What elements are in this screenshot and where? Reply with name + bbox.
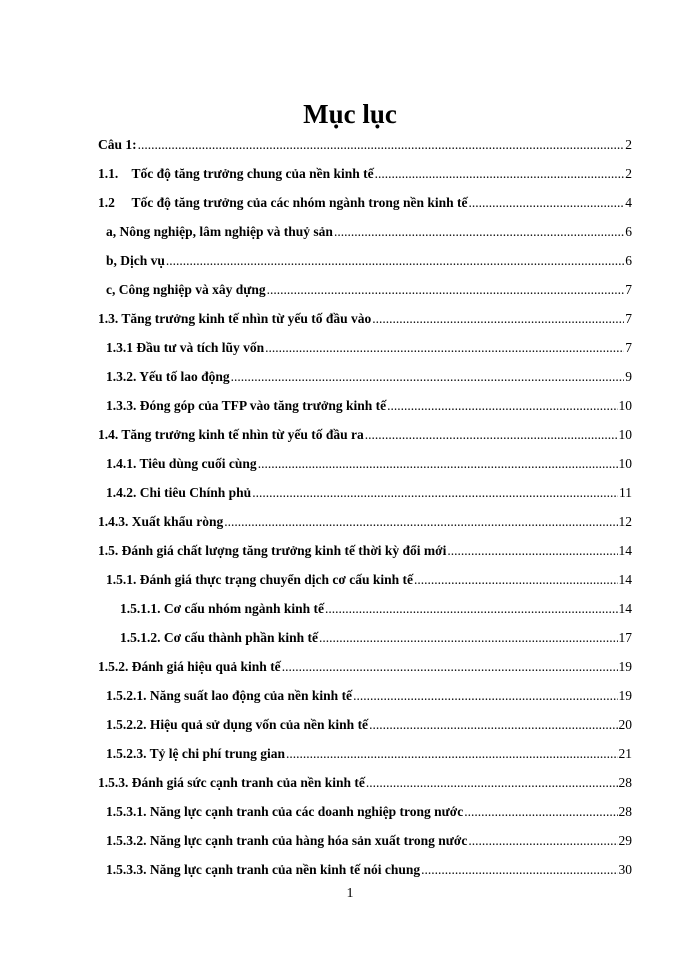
toc-entry-label: 1.5. Đánh giá chất lượng tăng trưởng kinh tế thời kỳ đổi mới: [98, 543, 447, 558]
toc-entry-label: 1.5.2.2. Hiệu quả sử dụng vốn của nền kinh tế: [106, 717, 369, 732]
toc-entry[interactable]: [98, 134, 632, 163]
toc-entry-page: 21: [618, 746, 632, 761]
toc-leader-dots: [325, 598, 617, 620]
toc-leader-dots: [372, 308, 624, 330]
toc-entry[interactable]: [98, 540, 632, 569]
toc-entry-label: 1.4.3. Xuất khẩu ròng: [98, 514, 224, 529]
toc-entry-page: 28: [618, 775, 632, 790]
toc-leader-dots: [468, 830, 617, 852]
toc-entry-page: 11: [619, 485, 632, 500]
toc-entry-page: 14: [618, 572, 632, 587]
toc-entry-label: 1.5.1.1. Cơ cấu nhóm ngành kinh tế: [120, 601, 325, 616]
toc-leader-dots: [375, 163, 625, 185]
toc-leader-dots: [319, 627, 617, 649]
toc-entry[interactable]: [98, 772, 632, 801]
toc-entry[interactable]: [98, 192, 632, 221]
toc-entry-label: 1.3.2. Yếu tố lao động: [106, 369, 230, 384]
toc-leader-dots: [387, 395, 617, 417]
toc-entry-label: 1.4. Tăng trưởng kinh tế nhìn từ yếu tố đầu ra: [98, 427, 364, 442]
toc-entry[interactable]: [98, 801, 632, 830]
toc-entry-label: 1.5.2.3. Tỷ lệ chi phí trung gian: [106, 746, 286, 761]
toc-entry[interactable]: [98, 279, 632, 308]
toc-entry[interactable]: [98, 366, 632, 395]
toc-leader-dots: [282, 656, 618, 678]
toc-entry-page: 20: [618, 717, 632, 732]
toc-entry-label: 1.1. Tốc độ tăng trưởng chung của nền kinh tế: [98, 166, 374, 181]
toc-entry-page: 12: [618, 514, 632, 529]
toc-entry-label: a, Nông nghiệp, lâm nghiệp và thuỷ sản: [106, 224, 333, 239]
toc-entry-page: 2: [625, 166, 632, 181]
toc-entry-page: 7: [625, 340, 632, 355]
toc-leader-dots: [414, 569, 618, 591]
toc-entry[interactable]: [98, 424, 632, 453]
toc-entry-page: 10: [618, 456, 632, 471]
toc-leader-dots: [366, 772, 618, 794]
toc-entry[interactable]: [98, 830, 632, 859]
toc-entry[interactable]: [98, 308, 632, 337]
toc-leader-dots: [334, 221, 624, 243]
toc-entry-page: 9: [625, 369, 632, 384]
toc-entry-label: 1.3. Tăng trưởng kinh tế nhìn từ yếu tố đầu vào: [98, 311, 372, 326]
toc-entry-page: 6: [625, 253, 632, 268]
toc-leader-dots: [267, 279, 625, 301]
toc-entry[interactable]: [98, 569, 632, 598]
toc-entry[interactable]: [98, 656, 632, 685]
toc-entry[interactable]: [98, 714, 632, 743]
toc-entry[interactable]: [98, 598, 632, 627]
toc-entry-label: 1.5.3. Đánh giá sức cạnh tranh của nền kinh tế: [98, 775, 365, 790]
toc-entry-label: 1.3.1 Đầu tư và tích lũy vốn: [106, 340, 265, 355]
toc-leader-dots: [231, 366, 625, 388]
toc-entry-page: 14: [618, 543, 632, 558]
toc-entry-label: 1.2 Tốc độ tăng trưởng của các nhóm ngành trong nền kinh tế: [98, 195, 468, 210]
toc-entry[interactable]: [98, 453, 632, 482]
toc-leader-dots: [365, 424, 618, 446]
toc-entry[interactable]: [98, 511, 632, 540]
toc-entry-label: 1.5.2.1. Năng suất lao động của nền kinh tế: [106, 688, 353, 703]
toc-leader-dots: [353, 685, 617, 707]
toc-leader-dots: [286, 743, 617, 765]
toc-entry-page: 17: [618, 630, 632, 645]
toc-entry-label: 1.5.3.1. Năng lực cạnh tranh của các doanh nghiệp trong nước: [106, 804, 464, 819]
toc-entry-page: 30: [618, 862, 632, 877]
toc-entry-label: 1.3.3. Đóng góp của TFP vào tăng trưởng kinh tế: [106, 398, 387, 413]
page-title: Mục lục: [303, 99, 397, 129]
toc-entry[interactable]: [98, 627, 632, 656]
toc-entry[interactable]: [98, 337, 632, 366]
toc-entry-label: b, Dịch vụ: [106, 253, 165, 268]
toc-entry-page: 14: [618, 601, 632, 616]
toc-leader-dots: [469, 192, 625, 214]
toc-leader-dots: [369, 714, 617, 736]
toc-entry-page: 10: [618, 427, 632, 442]
toc-entry-label: 1.5.1. Đánh giá thực trạng chuyển dịch cơ cấu kinh tế: [106, 572, 413, 587]
toc-leader-dots: [464, 801, 617, 823]
toc-entry-label: 1.5.2. Đánh giá hiệu quả kinh tế: [98, 659, 281, 674]
toc-entry-page: 29: [618, 833, 632, 848]
toc-entry[interactable]: [98, 685, 632, 714]
toc-entry[interactable]: [98, 482, 632, 511]
toc-entry[interactable]: [98, 250, 632, 279]
toc-entry-label: c, Công nghiệp và xây dựng: [106, 282, 266, 297]
toc-leader-dots: [166, 250, 624, 272]
toc-entry-label: 1.5.1.2. Cơ cấu thành phần kinh tế: [120, 630, 319, 645]
toc-entry-label: 1.5.3.2. Năng lực cạnh tranh của hàng hóa sản xuất trong nước: [106, 833, 468, 848]
toc-entry-page: 2: [625, 137, 632, 152]
toc-leader-dots: [421, 859, 617, 881]
toc-entry[interactable]: [98, 859, 632, 888]
toc-entry-page: 10: [618, 398, 632, 413]
toc-entry-page: 19: [618, 659, 632, 674]
table-of-contents: [98, 134, 632, 888]
toc-entry-page: 19: [618, 688, 632, 703]
toc-entry[interactable]: [98, 395, 632, 424]
toc-entry-label: 1.5.3.3. Năng lực cạnh tranh của nền kinh tế nói chung: [106, 862, 421, 877]
toc-entry[interactable]: [98, 163, 632, 192]
toc-entry-label: 1.4.1. Tiêu dùng cuối cùng: [106, 456, 257, 471]
toc-leader-dots: [224, 511, 617, 533]
toc-leader-dots: [258, 453, 618, 475]
toc-entry-page: 4: [625, 195, 632, 210]
toc-entry-label: Câu 1:: [98, 137, 137, 152]
toc-leader-dots: [447, 540, 617, 562]
toc-entry-label: 1.4.2. Chi tiêu Chính phủ: [106, 485, 252, 500]
toc-leader-dots: [252, 482, 618, 504]
toc-entry-page: 7: [625, 282, 632, 297]
toc-leader-dots: [265, 337, 624, 359]
page-number: 1: [346, 886, 354, 901]
toc-entry-page: 6: [625, 224, 632, 239]
toc-leader-dots: [138, 134, 625, 156]
toc-entry[interactable]: [98, 221, 632, 250]
toc-entry-page: 28: [618, 804, 632, 819]
toc-entry-page: 7: [625, 311, 632, 326]
toc-entry[interactable]: [98, 743, 632, 772]
